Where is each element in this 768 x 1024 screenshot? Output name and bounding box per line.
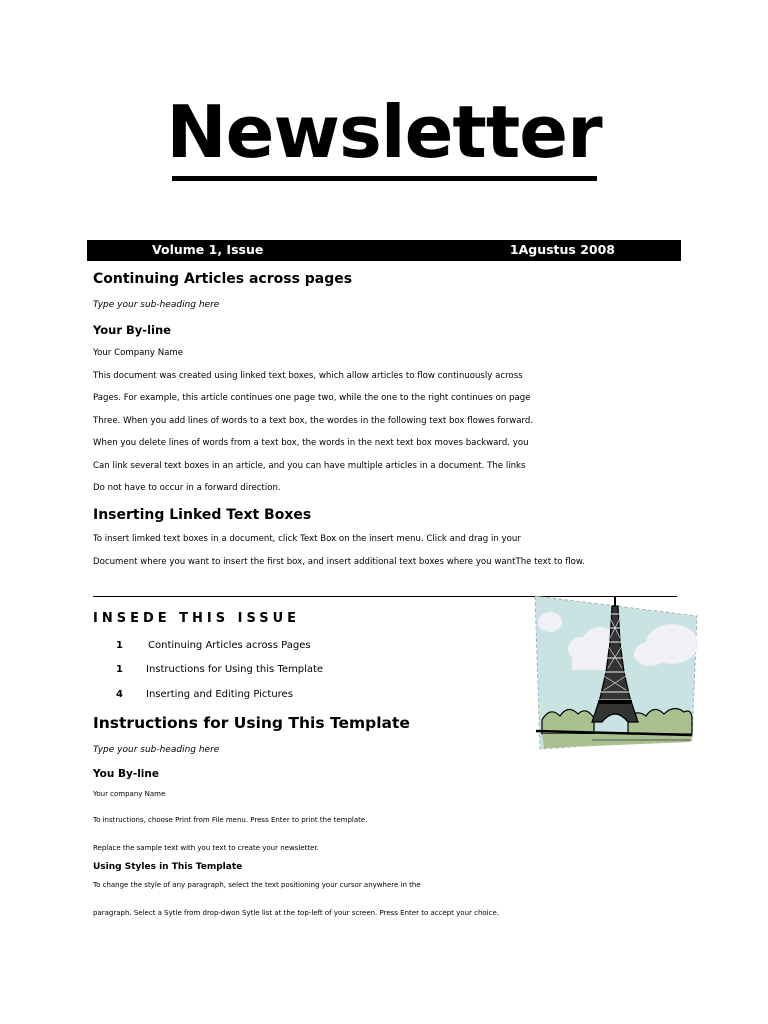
toc-item: Inserting and Editing Pictures (146, 689, 293, 700)
article1-heading: Continuing Articles across pages (93, 271, 353, 287)
eiffel-tower-icon (532, 594, 698, 752)
article3-heading: Instructions for Using This Template (93, 714, 410, 732)
newsletter-title: Newsletter (166, 90, 602, 174)
article2-line: Document where you want to insert the first box, and insert additional text boxes where you wantThe text to flow. (93, 557, 585, 567)
article1-line: When you delete lines of words from a text box, the words in the next text box moves backward. you (93, 438, 529, 448)
issue-banner (87, 240, 681, 261)
styles-line: To change the style of any paragraph, select the text positioning your cursor anywhere in the (93, 881, 421, 889)
toc-page-number: 1 (116, 640, 123, 651)
article1-line: Do not have to occur in a forward direction. (93, 483, 281, 493)
volume-label: Volume 1, Issue (152, 242, 264, 257)
article3-subheading: Type your sub-heading here (93, 745, 220, 755)
article1-line: Three. When you add lines of words to a text box, the wordes in the following text box flowes forward. (93, 416, 534, 426)
article1-line: This document was created using linked text boxes, which allow articles to flow continuously across (93, 371, 523, 381)
article3-line: Replace the sample text with you text to create your newsletter. (93, 844, 319, 852)
inside-issue-heading: INSEDE THIS ISSUE (93, 611, 301, 626)
article3-line: To instructions, choose Print from File menu. Press Enter to print the template. (93, 816, 368, 824)
article3-company: Your company Name (93, 790, 166, 798)
styles-line: paragraph. Select a Sytle from drop-dwon Sytle list at the top-left of your screen. Press Enter to accept your choice. (93, 909, 500, 917)
toc-item: Continuing Articles across Pages (148, 640, 311, 651)
article1-line: Can link several text boxes in an article, and you can have multiple articles in a document. The links (93, 461, 526, 471)
article2-heading: Inserting Linked Text Boxes (93, 507, 312, 523)
eiffel-tower-picture (532, 594, 698, 752)
styles-heading: Using Styles in This Template (93, 862, 243, 872)
article1-subheading: Type your sub-heading here (93, 300, 220, 310)
toc-item: Instructions for Using this Template (146, 664, 324, 675)
issue-date: 1Agustus 2008 (509, 242, 615, 257)
title-underline (172, 176, 597, 181)
article3-byline: You By-line (93, 768, 159, 780)
article2-line: To insert limked text boxes in a document, click Text Box on the insert menu. Click and drag in your (93, 534, 521, 544)
article1-line: Pages. For example, this article continues one page two, while the one to the right continues on page (93, 393, 531, 403)
article1-company: Your Company Name (93, 348, 184, 358)
article1-byline: Your By-line (93, 323, 171, 337)
toc-page-number: 4 (116, 689, 123, 700)
toc-page-number: 1 (116, 664, 123, 675)
